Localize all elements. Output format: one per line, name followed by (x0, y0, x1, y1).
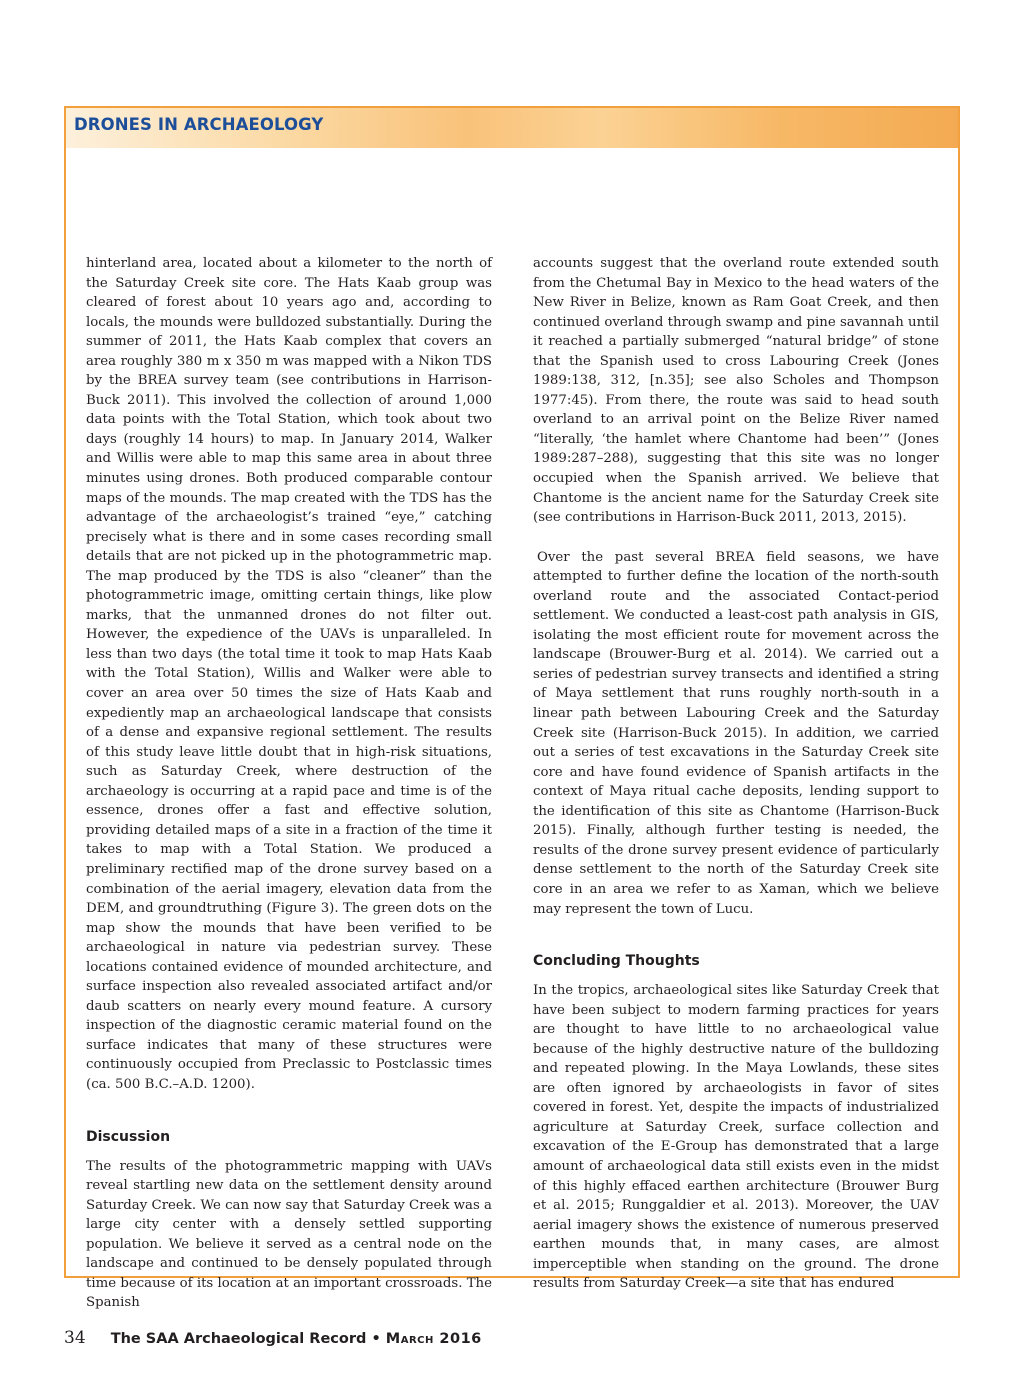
body-paragraph: The results of the photogrammetric mapping with UAVs reveal startling new data on the settlement density around Saturday Creek. We can now say that Saturday Creek was a large city center with a densely settled supporting population. We believe it served as a central node on the landscape and continued to be densely populated through time because of its location at an important crossroads. The Spanish (86, 1158, 492, 1311)
right-column (533, 254, 939, 1294)
journal-title: The SAA Archaeological Record (110, 1331, 367, 1347)
body-paragraph: In the tropics, archaeological sites like Saturday Creek that have been subject to modern farming practices for years are thought to have little to no archaeological value because of the highly destructive nature of the bulldozing and repeated plowing. In the Maya Lowlands, these sites are often ignored by archaeologists in favor of sites covered in forest. Yet, despite the impacts of industrialized agriculture at Saturday Creek, surface collection and excavation of the E-Group has demonstrated that a large amount of archaeological data still exists even in the midst of this highly effaced earthen architecture (Brouwer Burg et al. 2015; Runggaldier et al. 2013). Moreover, the UAV aerial imagery shows the existence of numerous preserved earthen mounds that, in many cases, are almost imperceptible when standing on the ground. The drone results from Saturday Creek—a site that has endured (533, 983, 939, 1292)
section-title: DRONES IN ARCHAEOLOGY (74, 115, 324, 134)
issue-date: March 2016 (385, 1331, 482, 1347)
page-footer (64, 1328, 482, 1348)
page-number: 34 (64, 1328, 86, 1348)
left-column (86, 254, 492, 1313)
heading-concluding-thoughts: Concluding Thoughts (533, 953, 700, 970)
body-paragraph: hinterland area, located about a kilometer to the north of the Saturday Creek site core. The Hats Kaab group was cleared of forest about 10 years ago and, according to locals, the mounds were bulldozed substantially. During the summer of 2011, the Hats Kaab complex that covers an area roughly 380 m x 350 m was mapped with a Nikon TDS by the BREA survey team (see contributions in Harrison-Buck 2011). This involved the collection of around 1,000 data points with the Total Station, which took about two days (roughly 14 hours) to map. In January 2014, Walker and Willis were able to map this same area in about three minutes using drones. Both produced comparable contour maps of the mounds. The map created with the TDS has the advantage of the archaeologist’s trained “eye,” catching precisely what is there and in some cases recording small details that are not picked up in the photogrammetric map. The map produced by the TDS is also “cleaner” than the photogrammetric image, omitting certain things, like plow marks, that the unmanned drones do not filter out. However, the expedience of the UAVs is unparalleled. In less than two days (the total time it took to map Hats Kaab with the Total Station), Willis and Walker were able to cover an area over 50 times the size of Hats Kaab and expediently map an archaeological landscape that consists of a dense and expansive regional settlement. The results of this study leave little doubt that in high-risk situations, such as Saturday Creek, where destruction of the archaeology is occurring at a rapid pace and time is of the essence, drones offer a fast and effective solution, providing detailed maps of a site in a fraction of the time it takes to map with a Total Station. We produced a preliminary rectified map of the drone survey based on a combination of the aerial imagery, elevation data from the DEM, and groundtruthing (Figure 3). The green dots on the map show the mounds that have been verified to be archaeological in nature via pedestrian survey. These locations contained evidence of mounded architecture, and surface inspection also revealed associated artifact and/or daub scatters on nearly every mound feature. A cursory inspection of the diagnostic ceramic material found on the surface indicates that many of these structures were continuously occupied from Preclassic to Postclassic times (ca. 500 B.C.–A.D. 1200). (86, 256, 492, 1092)
footer-separator: • (371, 1331, 381, 1347)
body-paragraph: Over the past several BREA field seasons, we have attempted to further define the location of the north-south overland route and the associated Contact-period settlement. We conducted a least-cost path analysis in GIS, isolating the most efficient route for movement across the landscape (Brouwer-Burg et al. 2014). We carried out a series of pedestrian survey transects and identified a string of Maya settlement that runs roughly north-south in a linear path between Labouring Creek and the Saturday Creek site (Harrison-Buck 2015). In addition, we carried out a series of test excavations in the Saturday Creek site core and have found evidence of Spanish artifacts in the context of Maya ritual cache deposits, lending support to the identification of this site as Chantome (Harrison-Buck 2015). Finally, although further testing is needed, the results of the drone survey present evidence of particularly dense settlement to the north of the Saturday Creek site core in an area we refer to as Xaman, which we believe may represent the town of Lucu. (533, 549, 939, 917)
heading-discussion: Discussion (86, 1128, 171, 1145)
body-paragraph: accounts suggest that the overland route extended south from the Chetumal Bay in Mexico to the head waters of the New River in Belize, known as Ram Goat Creek, and then continued overland through swamp and pine savannah until it reached a partially submerged “natural bridge” of stone that the Spanish used to cross Labouring Creek (Jones 1989:138, 312, [n.35]; see also Scholes and Thompson 1977:45). From there, the route was said to head south overland to an arrival point on the Belize River named “literally, ‘the hamlet where Chantome had been’” (Jones 1989:287–288), suggesting that this site was no longer occupied when the Spanish arrived. We believe that Chantome is the ancient name for the Saturday Creek site (see contributions in Harrison-Buck 2011, 2013, 2015). (533, 256, 939, 526)
